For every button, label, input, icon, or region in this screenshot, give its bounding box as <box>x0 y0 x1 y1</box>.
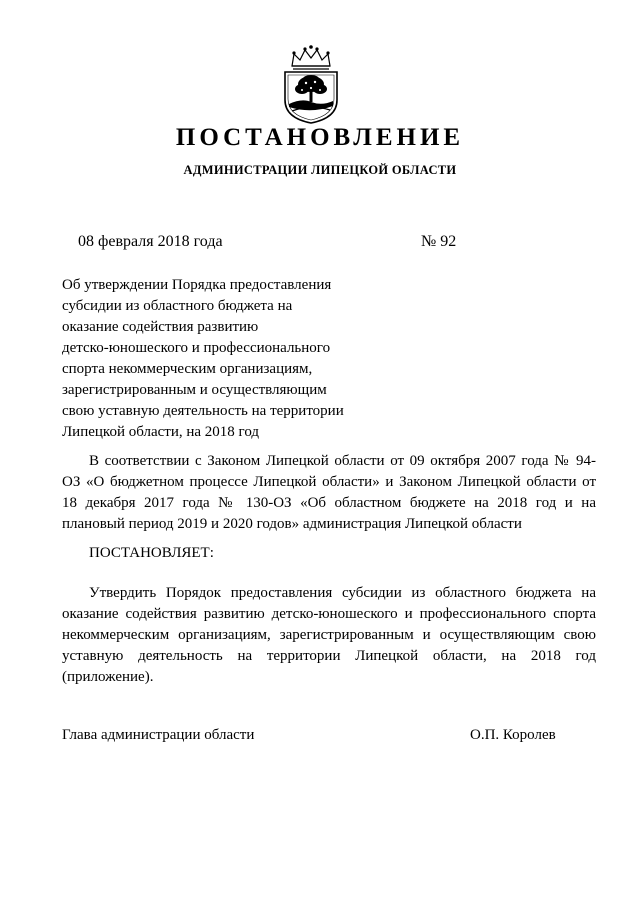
document-title: ПОСТАНОВЛЕНИЕ <box>175 124 465 151</box>
subject-line: Липецкой области, на 2018 год <box>62 424 260 440</box>
decree-line: уставную деятельность на территории Липецкой области, на 2018 год <box>62 648 596 664</box>
preamble-line: В соответствии с Законом Липецкой области от 09 октября 2007 года № 94- <box>89 453 596 469</box>
decree-line: оказание содействия развитию детско-юношеского и профессионального спорта <box>62 606 596 622</box>
subject-line: Об утверждении Порядка предоставления <box>62 277 332 293</box>
subject-line: детско-юношеского и профессионального <box>62 340 331 356</box>
preamble-line: 18 декабря 2017 года № 130-ОЗ «Об областном бюджете на 2018 год и на <box>62 495 596 511</box>
coat-of-arms-icon <box>272 44 350 124</box>
resolve-word: ПОСТАНОВЛЯЕТ: <box>89 545 214 561</box>
decree-line: (приложение). <box>62 669 154 685</box>
document-date: 08 февраля 2018 года <box>78 233 223 250</box>
subject-line: зарегистрированным и осуществляющим <box>62 382 327 398</box>
signatory-name: О.П. Королев <box>470 727 556 743</box>
preamble-line: ОЗ «О бюджетном процессе Липецкой области» и Законом Липецкой области от <box>62 474 596 490</box>
preamble-line: плановый период 2019 и 2020 годов» администрация Липецкой области <box>62 516 522 532</box>
subject-line: спорта некоммерческим организациям, <box>62 361 313 377</box>
decree-paragraph <box>62 583 596 688</box>
subject-line: свою уставную деятельность на территории <box>62 403 344 419</box>
document-number: № 92 <box>421 233 457 250</box>
decree-line: Утвердить Порядок предоставления субсидии из областного бюджета на <box>89 585 596 601</box>
document-subject <box>62 275 362 443</box>
document-subtitle: АДМИНИСТРАЦИИ ЛИПЕЦКОЙ ОБЛАСТИ <box>183 163 457 177</box>
preamble-paragraph <box>62 451 596 535</box>
signatory-role: Глава администрации области <box>62 727 255 743</box>
subject-line: субсидии из областного бюджета на <box>62 298 293 314</box>
decree-line: некоммерческим организациям, зарегистрированным и осуществляющим свою <box>62 627 596 643</box>
subject-line: оказание содействия развитию <box>62 319 259 335</box>
